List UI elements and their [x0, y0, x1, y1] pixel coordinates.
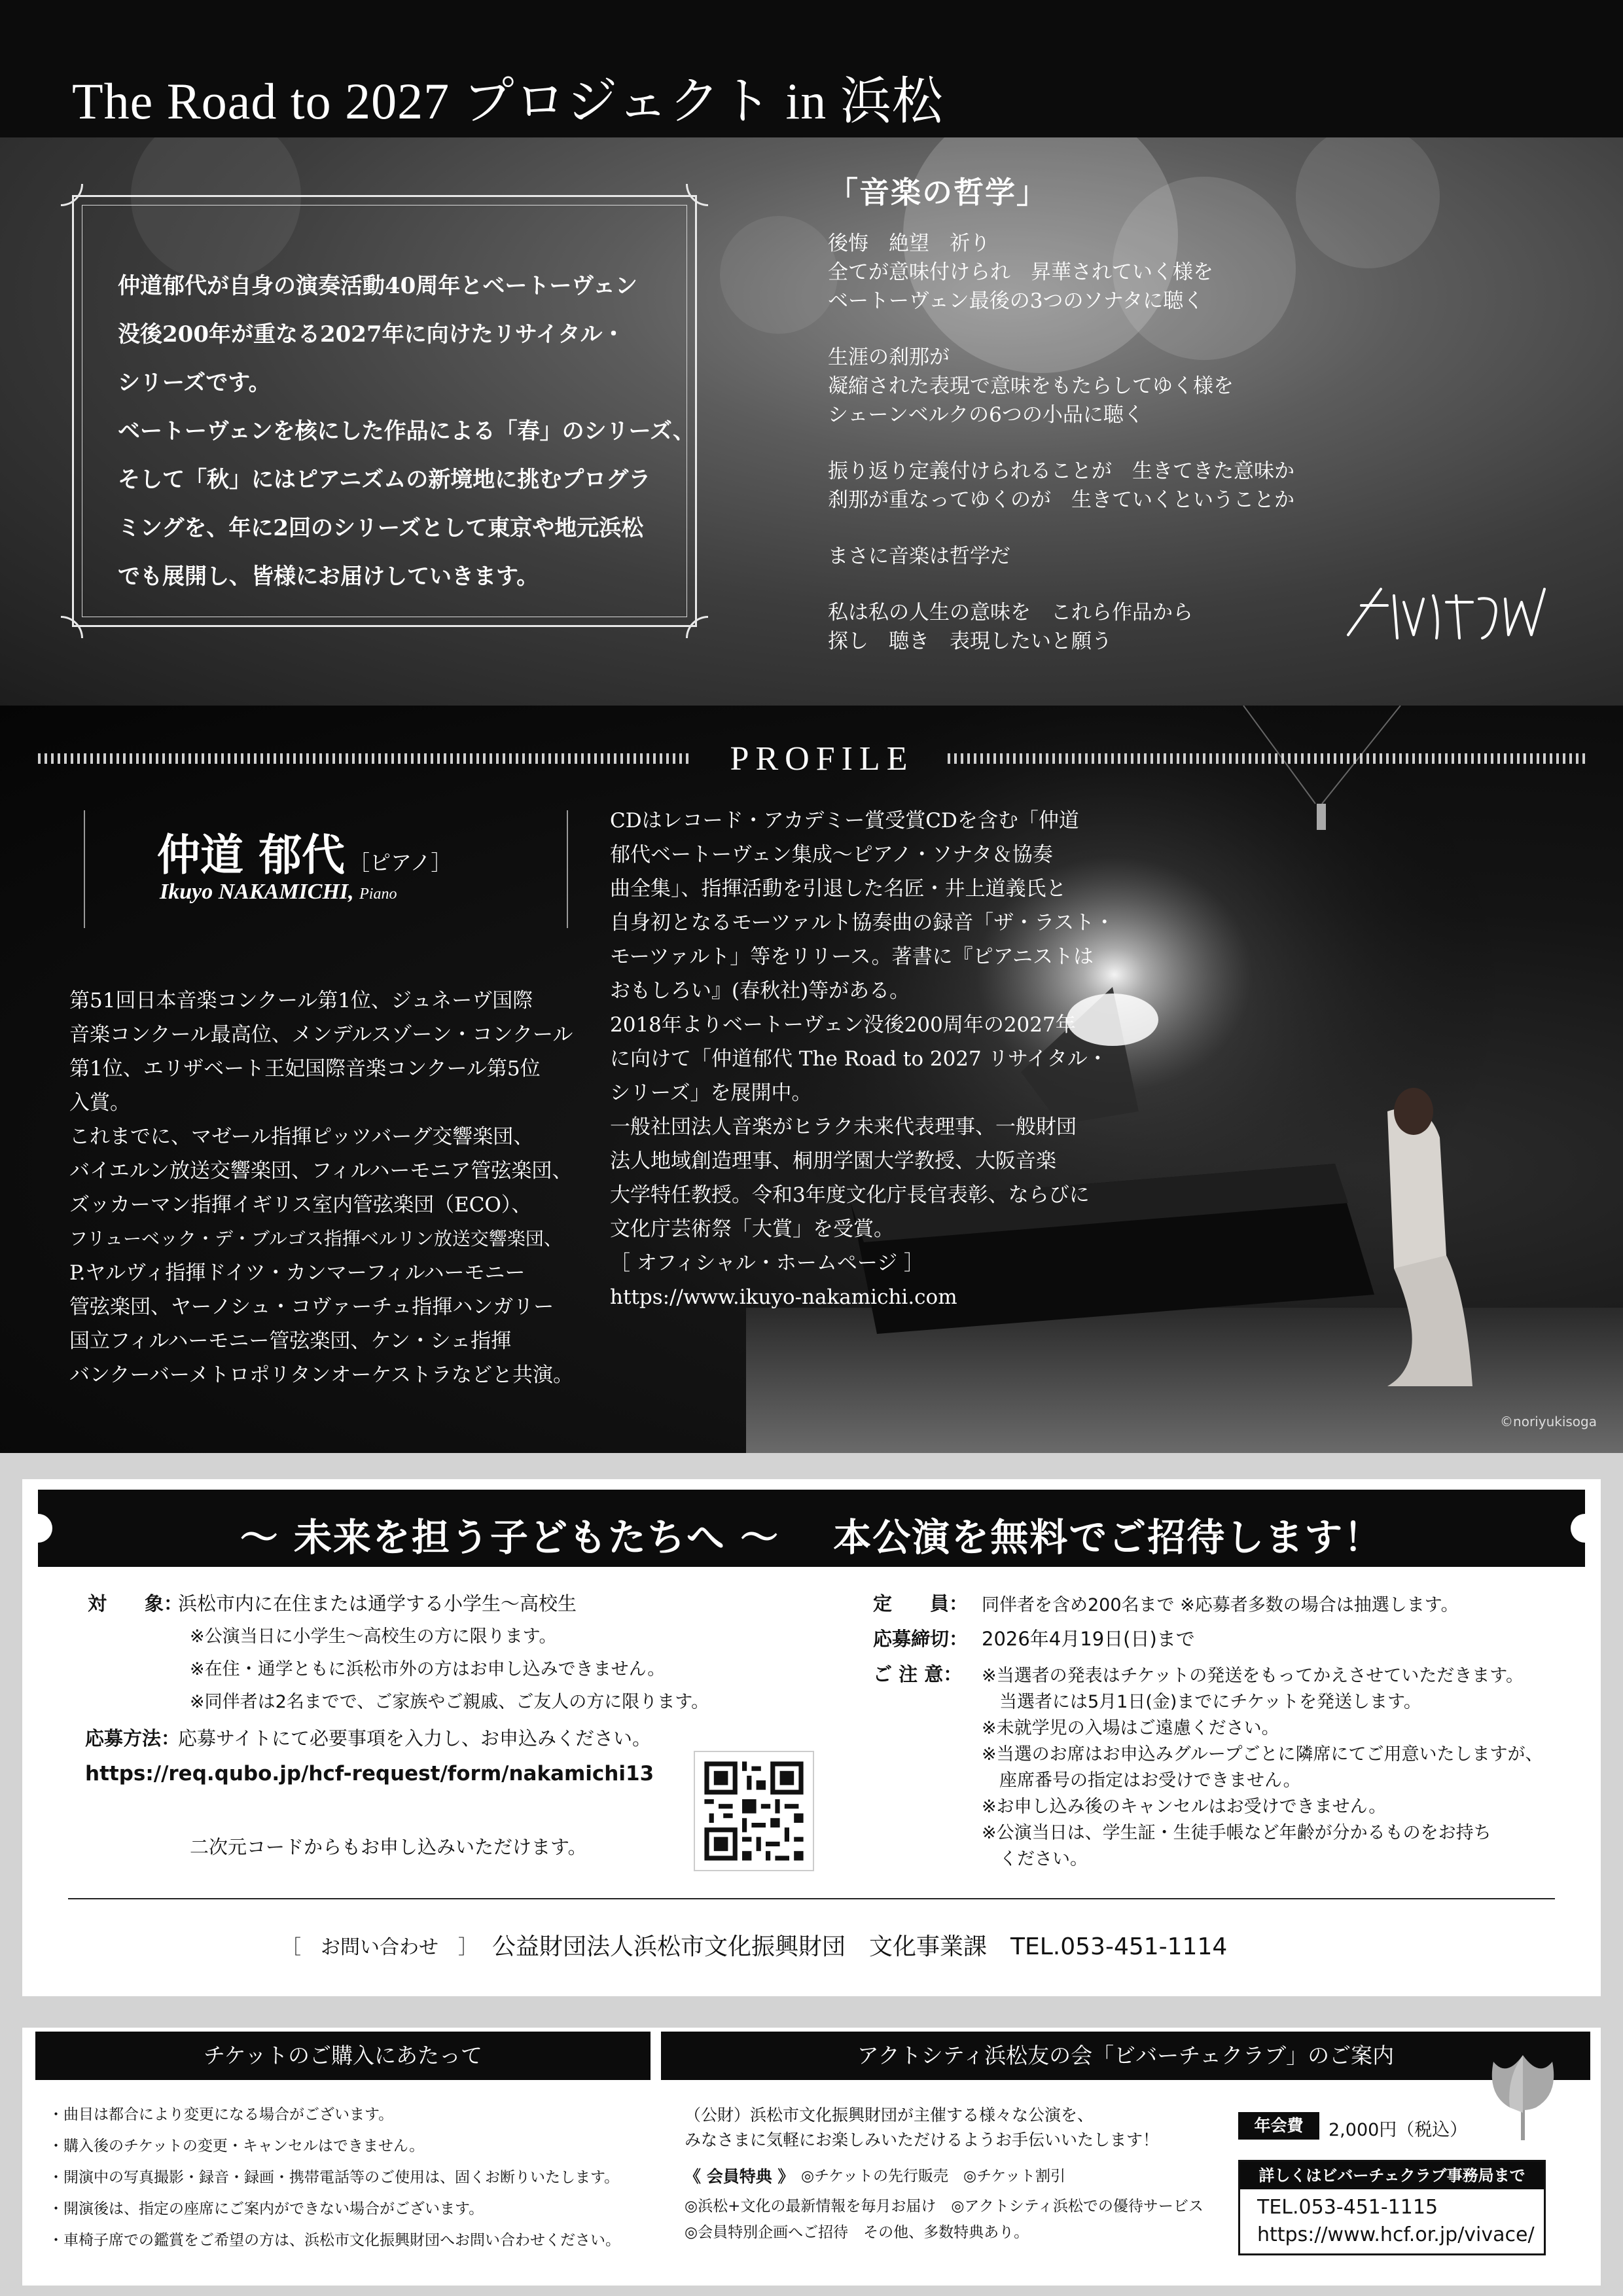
- poem-line: 私は私の人生の意味を これら作品から: [828, 601, 1193, 624]
- poem-line: 生涯の刹那が: [828, 346, 950, 369]
- bio-line: 法人地域創造理事、桐朋学園大学教授、大阪音楽: [610, 1149, 1056, 1173]
- poem-title: 「音楽の哲学」: [828, 175, 1048, 210]
- target-note: ※同伴者は2名までで、ご家族やご親戚、ご友人の方に限ります。: [190, 1692, 709, 1712]
- bio-line: フリューベック・デ・ブルゴス指揮ベルリン放送交響楽団、: [69, 1228, 562, 1249]
- invitation-title: ～ 未来を担う子どもたちへ ～ 本公演を無料でご招待します！: [240, 1515, 1383, 1560]
- homepage-link[interactable]: https://www.ikuyo-nakamichi.com: [610, 1285, 957, 1309]
- notice-line: 座席番号の指定はお受けできません。: [982, 1770, 1301, 1791]
- club-intro: みなさまに気軽にお楽しみいただけるようお手伝いいたします！: [685, 2130, 1160, 2149]
- intro-line: ミングを、年に2回のシリーズとして東京や地元浜松: [118, 515, 644, 541]
- contact-title: 詳しくはビバーチェクラブ事務局まで: [1240, 2162, 1544, 2189]
- notice-line: 当選者には5月1日(金)までにチケットを発送します。: [982, 1692, 1421, 1712]
- inquiry-label: ［ お問い合わせ ］: [281, 1936, 478, 1959]
- notice-line: ※公演当日は、学生証・生徒手帳など年齢が分かるものをお持ち: [982, 1823, 1491, 1843]
- bio-line: 入賞。: [69, 1091, 130, 1115]
- ticket-note: ・曲目は都合により変更になる場合がございます。: [48, 2106, 394, 2123]
- notice-line: ※当選のお席はお申込みグループごとに隣席にてご用意いたしますが、: [982, 1744, 1543, 1765]
- artist-role: ［ピアノ］: [348, 850, 452, 875]
- decorative-rule: [38, 753, 692, 764]
- bio-line: P.ヤルヴィ指揮ドイツ・カンマーフィルハーモニー: [69, 1261, 526, 1285]
- bio-line: に向けて「仲道郁代 The Road to 2027 リサイタル・: [610, 1047, 1108, 1071]
- poem-line: ベートーヴェン最後の3つのソナタに聴く: [828, 289, 1204, 313]
- frame-corner: [61, 184, 83, 206]
- benefit-item: ◎チケットの先行販売 ◎チケット割引: [801, 2168, 1065, 2185]
- frame-corner: [61, 616, 83, 638]
- artist-name-en: [160, 880, 397, 905]
- bio-line: 一般社団法人音楽がヒラク未来代表理事、一般財団: [610, 1115, 1077, 1139]
- bio-line: 大学特任教授。令和3年度文化庁長官表彰、ならびに: [610, 1183, 1090, 1207]
- poem-line: 全てが意味付けられ 昇華されていく様を: [828, 260, 1213, 284]
- contact-tel[interactable]: TEL.053-451-1115: [1257, 2196, 1438, 2219]
- notice-line: ください。: [982, 1849, 1088, 1869]
- header-band: [0, 0, 1623, 137]
- qr-code-icon[interactable]: [694, 1751, 814, 1871]
- benefit-item: ◎会員特別企画へご招待 その他、多数特典あり。: [685, 2224, 1029, 2241]
- fee-value: 2,000円（税込）: [1329, 2120, 1468, 2140]
- target-note: ※公演当日に小学生～高校生の方に限ります。: [190, 1626, 557, 1647]
- bio-right: [610, 804, 1120, 1314]
- bio-line: CDはレコード・アカデミー賞受賞CDを含む「仲道: [610, 809, 1079, 833]
- club-title: アクトシティ浜松友の会「ビバーチェクラブ」のご案内: [661, 2032, 1590, 2080]
- profile-heading: PROFILE: [730, 740, 914, 778]
- benefits-title: 《 会員特典 》: [685, 2167, 794, 2186]
- contact-url[interactable]: https://www.hcf.or.jp/vivace/: [1257, 2223, 1535, 2246]
- intro-line: そして「秋」にはピアニズムの新境地に挑むプログラ: [118, 467, 651, 493]
- deadline-label: 応募締切：: [873, 1628, 969, 1650]
- method-value: 応募サイトにて必要事項を入力し、お申込みください。: [178, 1727, 651, 1749]
- ticket-note: ・開演中の写真撮影・録音・録画・携帯電話等のご使用は、固くお断りいたします。: [48, 2169, 620, 2186]
- target-label: 対 象：: [88, 1592, 183, 1615]
- target-note: ※在住・通学ともに浜松市外の方はお申し込みできません。: [190, 1659, 666, 1679]
- fee-label: 年会費: [1238, 2112, 1319, 2140]
- club-intro: （公財）浜松市文化振興財団が主催する様々な公演を、: [685, 2106, 1094, 2125]
- page-title: The Road to 2027 プロジェクト in 浜松: [72, 73, 944, 130]
- intro-line: シリーズです。: [118, 370, 271, 396]
- artist-instrument: Piano: [359, 886, 397, 903]
- tulip-logo-icon: [1480, 2042, 1565, 2147]
- bio-left: [69, 984, 593, 1392]
- intro-line: でも展開し、皆様にお届けしていきます。: [118, 564, 539, 590]
- notice-label: ご 注 意：: [873, 1663, 963, 1685]
- frame-corner: [686, 184, 708, 206]
- poem-line: 凝縮された表現で意味をもたらしてゆく様を: [828, 374, 1234, 398]
- bio-line: バンクーバーメトロポリタンオーケストラなどと共演。: [69, 1363, 574, 1387]
- intro-text: [118, 262, 695, 601]
- bio-line: 2018年よりベートーヴェン没後200周年の2027年: [610, 1013, 1076, 1037]
- notice-line: ※お申し込み後のキャンセルはお受けできません。: [982, 1797, 1387, 1817]
- bio-line: 曲全集」、指揮活動を引退した名匠・井上道義氏と: [610, 877, 1067, 901]
- photo-credit: ©noriyukisoga: [1500, 1414, 1597, 1429]
- ticket-note: ・購入後のチケットの変更・キャンセルはできません。: [48, 2138, 425, 2155]
- bio-line: 音楽コンクール最高位、メンデルスゾーン・コンクール: [69, 1023, 573, 1047]
- bio-line: 国立フィルハーモニー管弦楽団、ケン・シェ指揮: [69, 1329, 512, 1353]
- bio-line: 自身初となるモーツァルト協奏曲の録音「ザ・ラスト・: [610, 911, 1115, 935]
- bio-line: ズッカーマン指揮イギリス室内管弦楽団（ECO）、: [69, 1193, 532, 1217]
- homepage-label: ［ オフィシャル・ホームページ ］: [610, 1251, 925, 1275]
- invitation-banner: [38, 1490, 1585, 1567]
- bio-line: おもしろい』(春秋社)等がある。: [610, 979, 910, 1003]
- bio-line: 管弦楽団、ヤーノシュ・コヴァーチュ指揮ハンガリー: [69, 1295, 554, 1319]
- club-contact-box: [1238, 2160, 1546, 2255]
- intro-line: ベートーヴェンを核にした作品による「春」のシリーズ、: [118, 418, 695, 444]
- bio-line: 第51回日本音楽コンクール第1位、ジュネーヴ国際: [69, 989, 533, 1013]
- method-label: 応募方法：: [85, 1727, 181, 1749]
- inquiry-value: 公益財団法人浜松市文化振興財団 文化事業課 TEL.053-451-1114: [492, 1933, 1228, 1960]
- poem-line: 刹那が重なってゆくのが 生きていくということか: [828, 488, 1294, 512]
- bio-line: モーツァルト」等をリリース。著書に『ピアニストは: [610, 945, 1094, 969]
- bokeh-light: [720, 216, 838, 334]
- ticket-note: ・開演後は、指定の座席にご案内ができない場合がございます。: [48, 2200, 484, 2217]
- application-url[interactable]: https://req.qubo.jp/hcf-request/form/nakamichi13: [85, 1762, 654, 1785]
- poem-line: 後悔 絶望 祈り: [828, 232, 990, 255]
- artist-name-jp: [157, 820, 452, 882]
- divider: [68, 1898, 1555, 1899]
- target-value: 浜松市内に在住または通学する小学生～高校生: [178, 1592, 577, 1615]
- ticket-note: ・車椅子席での鑑賞をご希望の方は、浜松市文化振興財団へお問い合わせください。: [48, 2232, 620, 2249]
- bio-line: これまでに、マゼール指揮ピッツバーグ交響楽団、: [69, 1125, 534, 1149]
- bio-line: 郁代ベートーヴェン集成～ピアノ・ソナタ＆協奏: [610, 843, 1053, 867]
- frame-corner: [686, 616, 708, 638]
- poem-line: 振り返り定義付けられることが 生きてきた意味か: [828, 459, 1294, 483]
- qr-note: 二次元コードからもお申し込みいただけます。: [190, 1836, 587, 1858]
- deadline-value: 2026年4月19日(日)まで: [982, 1628, 1195, 1650]
- intro-line: 没後200年が重なる2027年に向けたリサイタル・: [118, 321, 625, 348]
- intro-section: [0, 137, 1623, 706]
- ticket-info-title: チケットのご購入にあたって: [35, 2032, 651, 2080]
- poem-line: 探し 聴き 表現したいと願う: [828, 630, 1112, 653]
- benefit-item: ◎浜松+文化の最新情報を毎月お届け ◎アクトシティ浜松での優待サービス: [685, 2198, 1204, 2215]
- intro-line: 仲道郁代が自身の演奏活動40周年とベートーヴェン: [118, 273, 637, 299]
- artist-name-latin: Ikuyo NAKAMICHI,: [160, 880, 354, 904]
- bio-line: 文化庁芸術祭「大賞」を受賞。: [610, 1217, 894, 1241]
- bio-line: 第1位、エリザベート王妃国際音楽コンクール第5位: [69, 1057, 541, 1081]
- handwritten-signature: [1342, 576, 1558, 648]
- notice-line: ※未就学児の入場はご遠慮ください。: [982, 1718, 1279, 1738]
- bio-line: シリーズ」を展開中。: [610, 1081, 812, 1105]
- poem-line: まさに音楽は哲学だ: [828, 545, 1010, 568]
- artist-name: 仲道 郁代: [157, 829, 345, 880]
- capacity-label: 定 員：: [873, 1592, 969, 1615]
- decorative-rule: [948, 753, 1588, 764]
- notice-line: ※当選者の発表はチケットの発送をもってかえさせていただきます。: [982, 1666, 1524, 1686]
- profile-section: [0, 706, 1623, 1453]
- bio-line: バイエルン放送交響楽団、フィルハーモニア管弦楽団、: [69, 1159, 573, 1183]
- poem-line: シェーンベルクの6つの小品に聴く: [828, 403, 1144, 427]
- capacity-value: 同伴者を含め200名まで ※応募者多数の場合は抽選します。: [982, 1595, 1459, 1615]
